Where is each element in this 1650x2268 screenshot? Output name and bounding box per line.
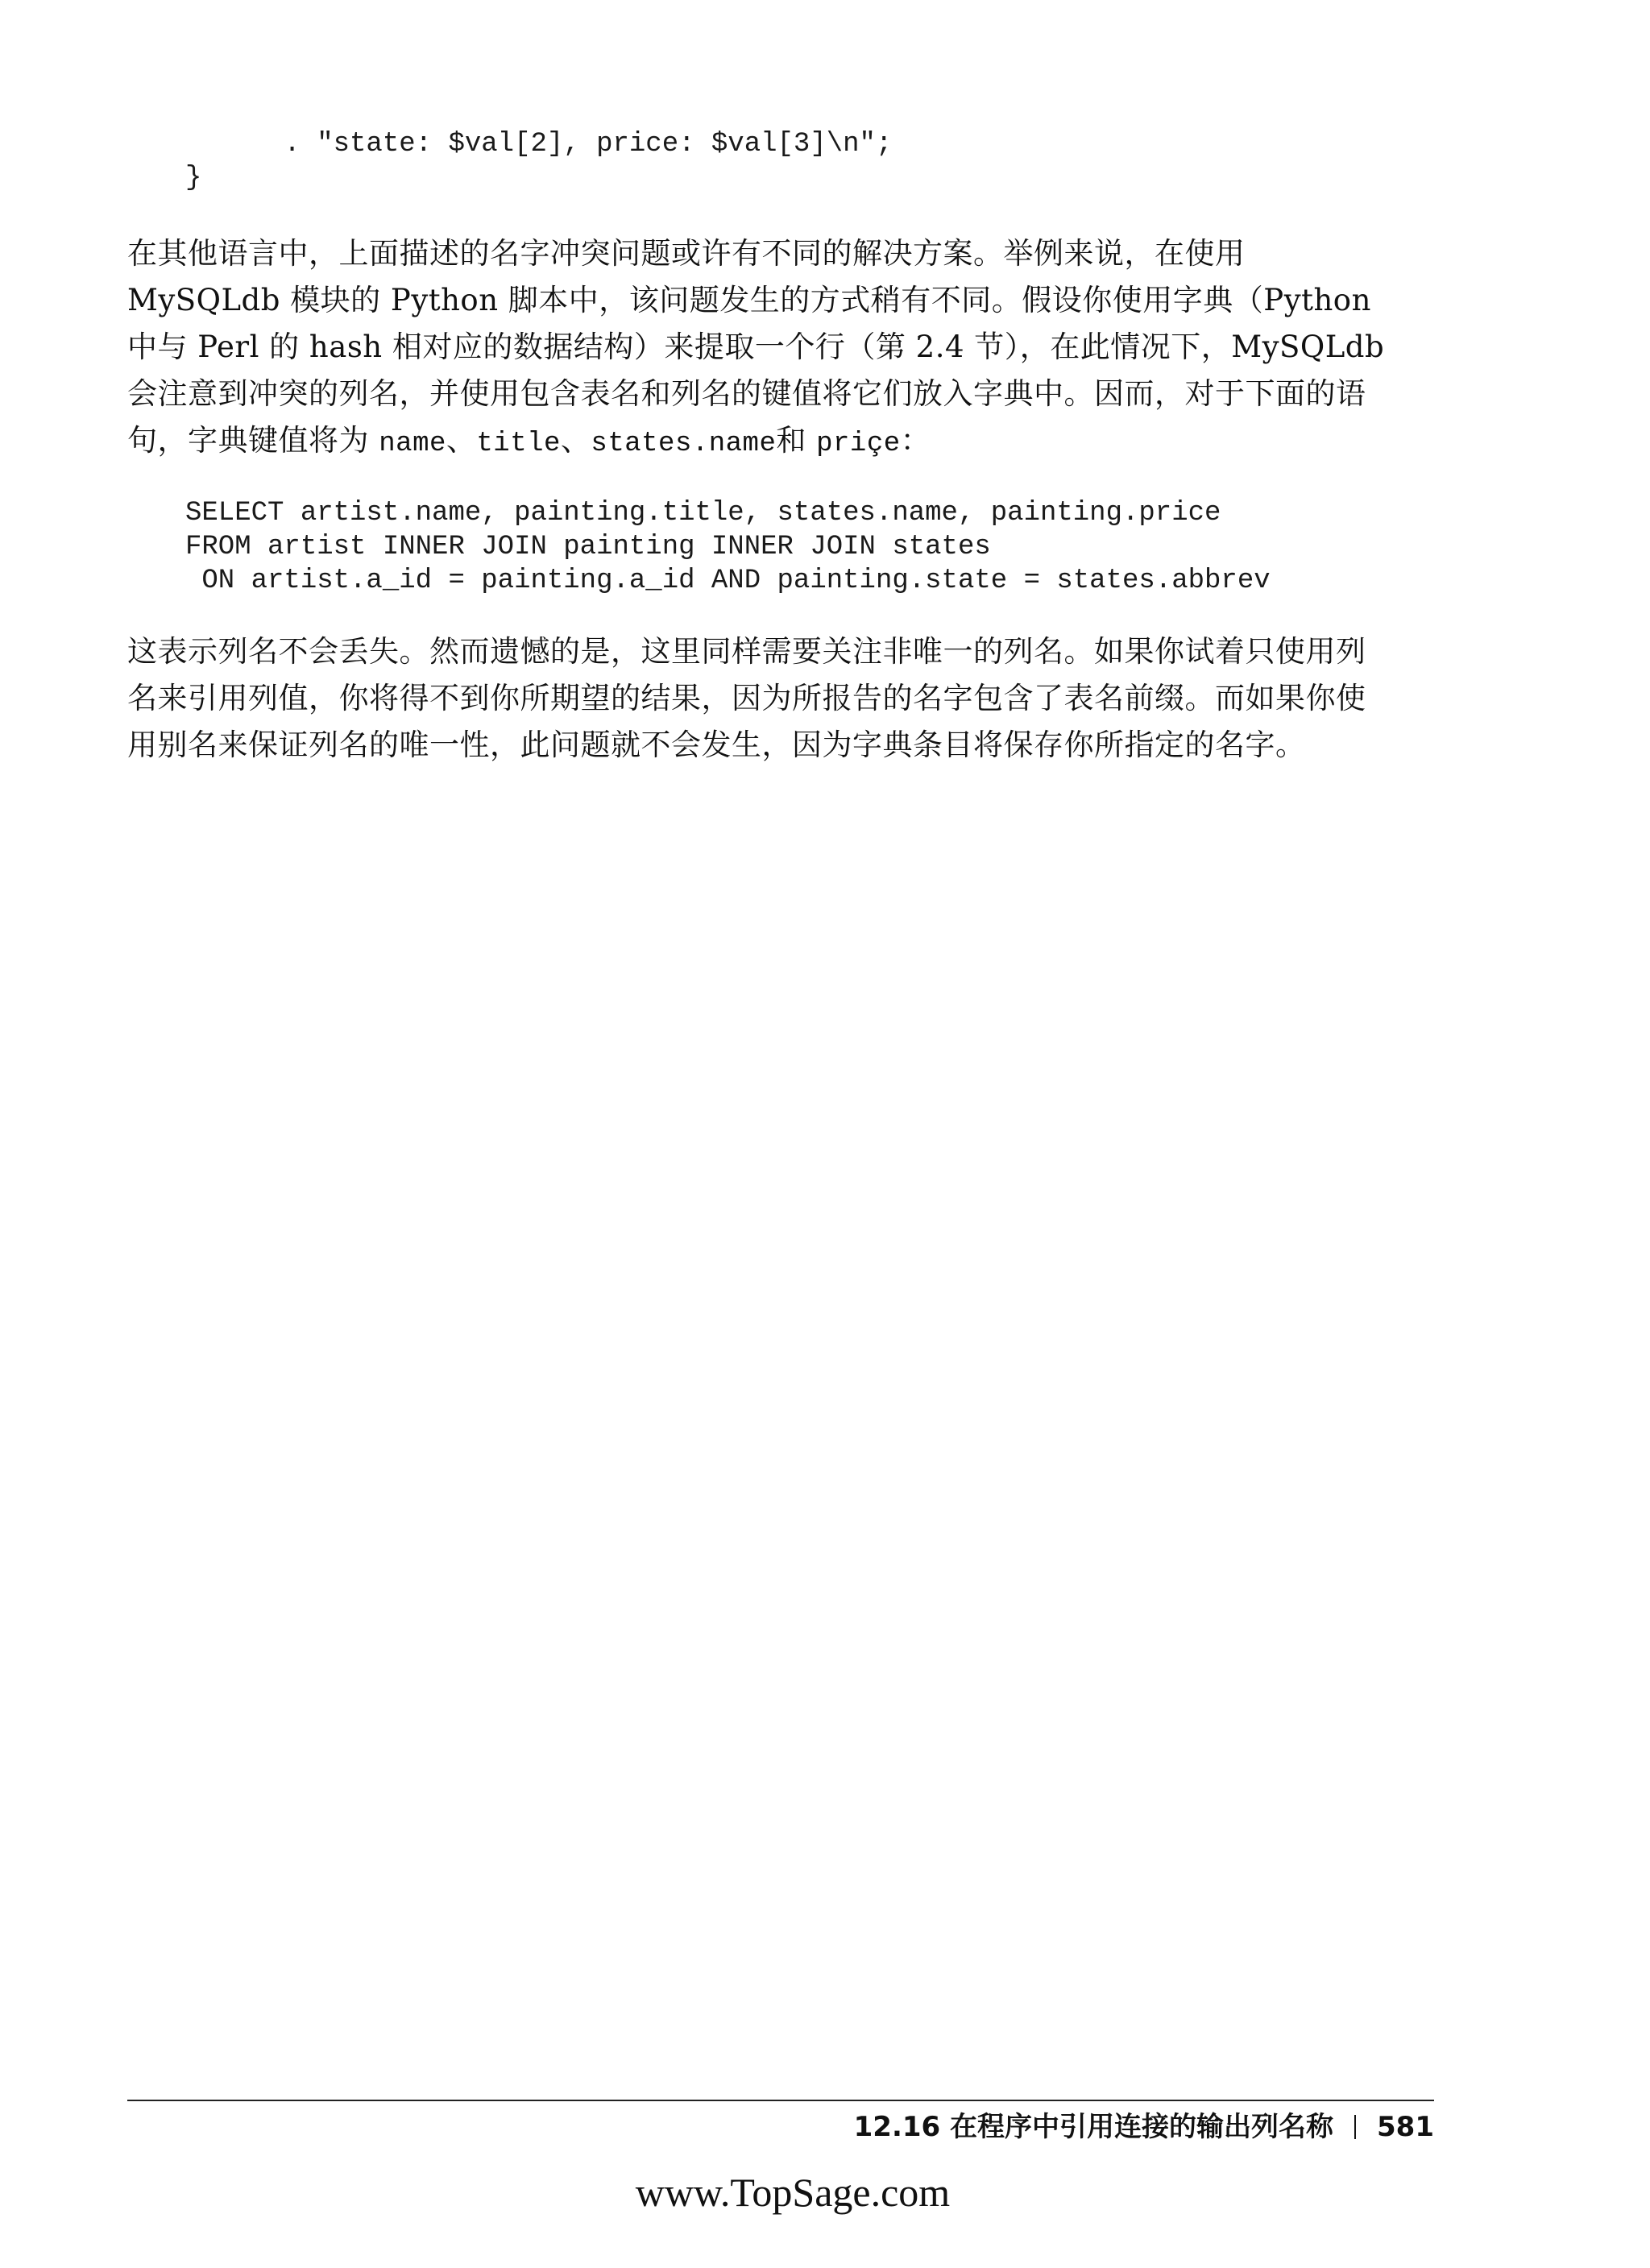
code-line: } bbox=[185, 163, 202, 193]
separator: 、 bbox=[560, 423, 591, 458]
body-paragraph-aliases bbox=[127, 628, 1395, 769]
paragraph-text: 这表示列名不会丢失。然而遗憾的是，这里同样需要关注非唯一的列名。如果你试着只使用列名来引用列值，你将得不到你所期望的结果，因为所报告的名字包含了表名前缀。而如果你使用别名来保证列名的唯一性，此问题就不会发生，因为字典条目将保存你所指定的名字。 bbox=[127, 634, 1366, 762]
code-line: FROM artist INNER JOIN painting INNER JOIN states bbox=[185, 532, 991, 562]
watermark-text: www.TopSage.com bbox=[635, 2170, 951, 2215]
watermark bbox=[0, 2167, 1650, 2217]
footer-section-title: 12.16 在程序中引用连接的输出列名称 bbox=[853, 2111, 1334, 2143]
inline-code-title: title bbox=[476, 429, 561, 459]
inline-code-name: name bbox=[379, 429, 446, 459]
footer-separator bbox=[1354, 2115, 1356, 2139]
separator: 、 bbox=[446, 423, 477, 458]
running-footer bbox=[854, 2108, 1434, 2146]
paragraph-end: ： bbox=[900, 423, 931, 458]
code-line: . "state: $val[2], price: $val[3]\n"; bbox=[185, 129, 893, 160]
page-number: 581 bbox=[1377, 2111, 1434, 2143]
conjunction: 和 bbox=[776, 423, 817, 458]
inline-code-states-name: states.name bbox=[591, 429, 777, 459]
code-line: SELECT artist.name, painting.title, states.name, painting.price bbox=[185, 498, 1221, 529]
inline-code-price: priçe bbox=[816, 429, 901, 459]
body-paragraph-mysqldb bbox=[127, 230, 1395, 467]
paragraph-text: 在其他语言中，上面描述的名字冲突问题或许有不同的解决方案。举例来说，在使用 MySQLdb 模块的 Python 脚本中，该问题发生的方式稍有不同。假设你使用字典（Python 中与 Perl 的 hash 相对应的数据结构）来提取一个行（第 2.4 节），在此情况下，MySQLdb 会注意到冲突的列名，并使用包含表名和列名的键值将它们放入字典中。因而，对于下面的语句，字典键值将为 bbox=[127, 236, 1385, 458]
code-snippet-perl bbox=[185, 127, 892, 195]
code-snippet-sql bbox=[185, 496, 1271, 598]
code-line: ON artist.a_id = painting.a_id AND painting.state = states.abbrev bbox=[185, 566, 1271, 596]
footer-rule bbox=[127, 2100, 1434, 2101]
